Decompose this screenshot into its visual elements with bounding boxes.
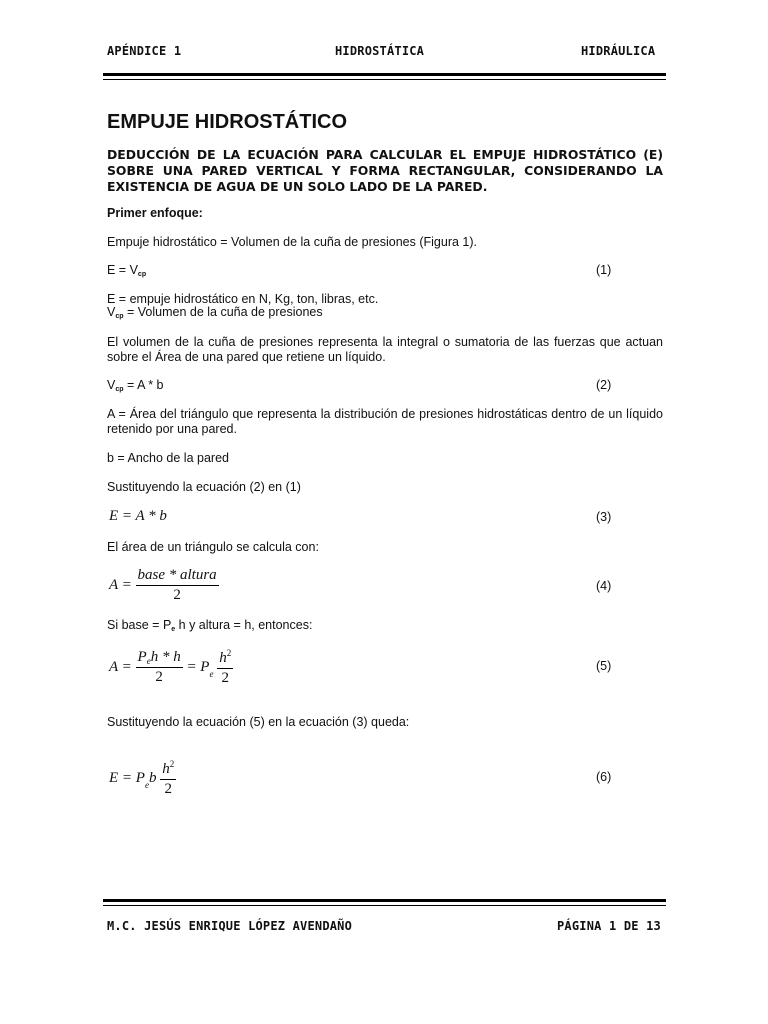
footer-author: M.C. JESÚS ENRIQUE LÓPEZ AVENDAÑO [107, 919, 353, 933]
equation-5-number: (5) [596, 659, 612, 673]
header-center: HIDROSTÁTICA [335, 44, 425, 58]
paragraph-3: A = Área del triángulo que representa la distribución de presiones hidrostáticas dentro de un líquido retenido por una pared. [107, 407, 663, 436]
equation-6-number: (6) [596, 770, 612, 784]
equation-3-number: (3) [596, 510, 612, 524]
paragraph-7: Si base = Pe h y altura = h, entonces: [107, 618, 313, 633]
paragraph-1: Empuje hidrostático = Volumen de la cuña de presiones (Figura 1). [107, 235, 478, 249]
equation-4-number: (4) [596, 579, 612, 593]
equation-5: A = $\frac{P_eh * h}{2}$ = $P_e$ $\frac{h^2}{2}$ [109, 648, 232, 686]
equation-2-number: (2) [596, 378, 612, 392]
equation-2: Vcp = A * b [107, 378, 164, 393]
paragraph-6: El área de un triángulo se calcula con: [107, 540, 319, 554]
page-title: EMPUJE HIDROSTÁTICO [107, 111, 348, 133]
equation-3: E = A * b [109, 508, 167, 524]
header-left: APÉNDICE 1 [107, 44, 182, 58]
paragraph-2: El volumen de la cuña de presiones representa la integral o sumatoria de las fuerzas que actuan sobre el Área de una pared que retiene un líquido. [107, 335, 663, 364]
footer-page-number: PÁGINA 1 DE 13 [557, 919, 661, 933]
footer-rule-thick [103, 899, 666, 902]
header-rule-thick [103, 73, 666, 76]
equation-1-number: (1) [596, 263, 612, 277]
definition-e: E = empuje hidrostático en N, Kg, ton, libras, etc. [107, 292, 379, 306]
equation-4: A = $\frac{\text{base * altura}}{2}$ [109, 567, 217, 603]
footer-rule-thin [103, 905, 666, 906]
section-heading: Primer enfoque: [107, 206, 203, 220]
paragraph-4: b = Ancho de la pared [107, 451, 229, 465]
definition-vcp: Vcp = Volumen de la cuña de presiones [107, 305, 323, 320]
header-rule-thin [103, 79, 666, 80]
page-subtitle: DEDUCCIÓN DE LA ECUACIÓN PARA CALCULAR EL EMPUJE HIDROSTÁTICO (E) SOBRE UNA PARED VERTICAL Y FORMA RECTANGULAR, CONSIDERANDO LA EXISTENCIA DE AGUA DE UN SOLO LADO DE LA PARED. [107, 147, 663, 194]
paragraph-8: Sustituyendo la ecuación (5) en la ecuación (3) queda: [107, 715, 410, 729]
equation-1: E = Vcp [107, 263, 147, 278]
paragraph-5: Sustituyendo la ecuación (2) en (1) [107, 480, 301, 494]
header-right: HIDRÁULICA [581, 44, 656, 58]
equation-6: $E = P_eb$ $\frac{h^2}{2}$ [109, 759, 175, 797]
